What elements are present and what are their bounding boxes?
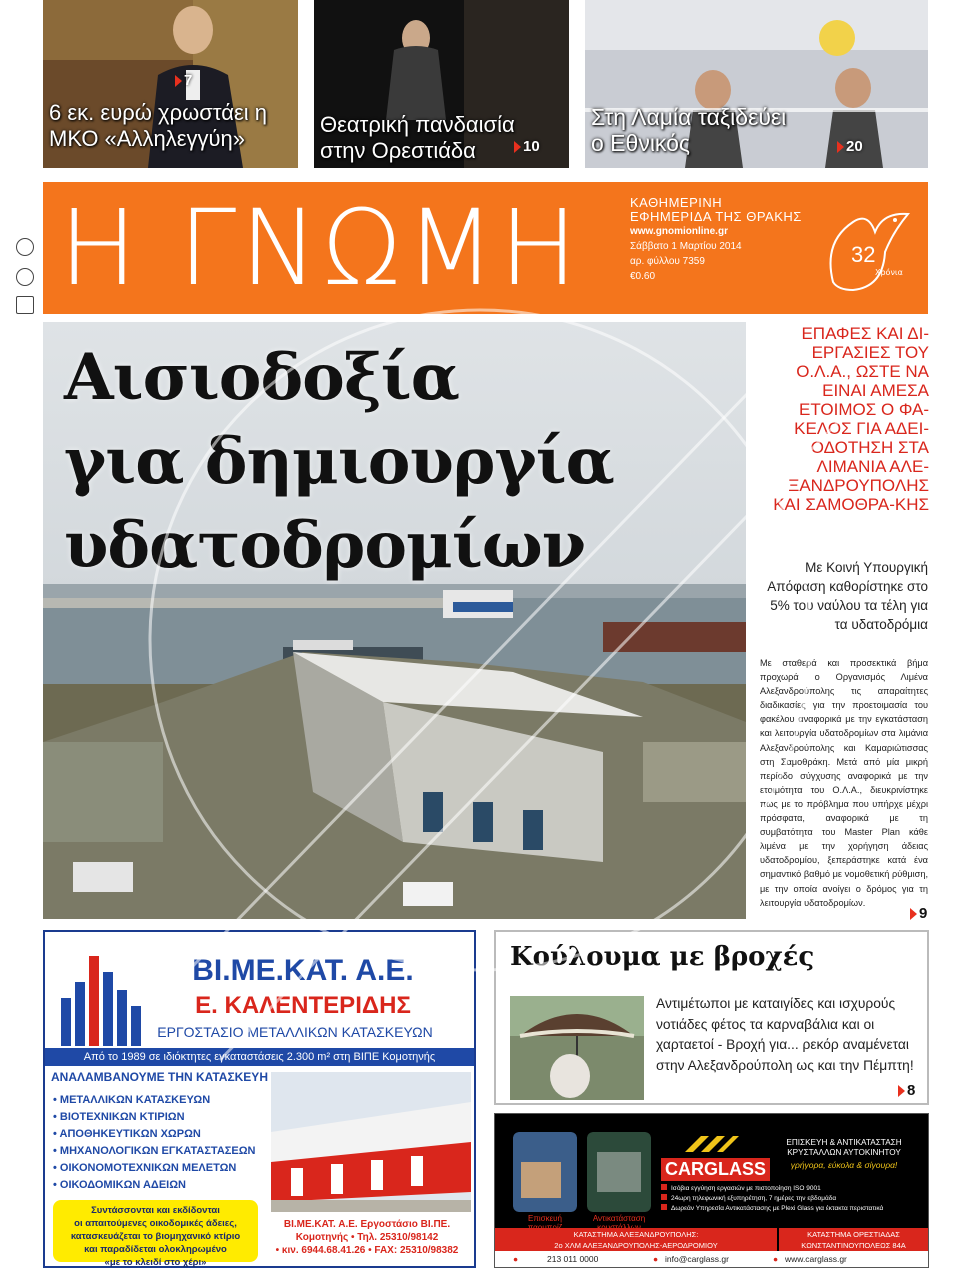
store-alexandroupoli: ΚΑΤΑΣΤΗΜΑ ΑΛΕΞΑΝΔΡΟΥΠΟΛΗΣ: 2ο ΧΛΜ ΑΛΕΞΑΝΔΡΟΥΠΟΛΗΣ-ΑΕΡΟΔΡΟΜΙΟΥ (495, 1228, 777, 1252)
carglass-swoosh-icon (681, 1132, 741, 1156)
lead-page-ref[interactable]: 9 (910, 905, 927, 922)
teaser-3-page: 20 (837, 138, 863, 155)
teaser-1-page: 7 (175, 72, 192, 89)
carglass-tagline: γρήγορα, εύκολα & σίγουρα! (790, 1160, 898, 1170)
story-koulouma[interactable] (494, 930, 929, 1105)
sideline-logo-icon (16, 238, 34, 256)
service-item: • ΟΙΚΟΔΟΜΙΚΩΝ ΑΔΕΙΩΝ (53, 1177, 255, 1194)
service-item: • ΜΕΤΑΛΛΙΚΩΝ ΚΑΤΑΣΚΕΥΩΝ (53, 1092, 255, 1109)
store-orestiada: ΚΑΤΑΣΤΗΜΑ ΟΡΕΣΤΙΑΔΑΣ ΚΩΝΣΤΑΝΤΙΝΟΥΠΟΛΕΩΣ 84Α (779, 1228, 928, 1252)
teaser-2-page: 10 (514, 138, 540, 155)
teaser-1[interactable] (43, 0, 298, 168)
carglass-web[interactable]: www.carglass.gr (785, 1254, 847, 1264)
newspaper-logo: Η ΓΝΩΜΗ (59, 187, 582, 309)
carglass-brand: CARGLASS (661, 1158, 770, 1181)
anniversary-label: Χρόνια (875, 268, 903, 277)
ad-bimekat-subtitle: ΕΡΓΟΣΤΑΣΙΟ ΜΕΤΑΛΛΙΚΩΝ ΚΑΤΑΣΚΕΥΩΝ (157, 1024, 433, 1040)
price: €0.60 (630, 271, 656, 282)
feature-item: 24ωρη τηλεφωνική εξυπηρέτηση, 7 ημέρες την εβδομάδα (661, 1194, 911, 1204)
masthead (43, 182, 928, 314)
glass-replacement-photo (587, 1132, 651, 1212)
ad-bimekat-owner: Ε. ΚΑΛΕΝΤΕΡΙΔΗΣ (195, 992, 411, 1019)
photo1-label: Επισκευή (528, 1214, 562, 1223)
story-koulouma-text: Αντιμέτωποι με καταιγίδες και ισχυρούς νοτιάδες φέτος τα καρναβάλια και οι χαρταετοί - Βροχή για... ρεκόρ αναμένεται στην Αλεξανδρούπολη ως και την Πέμπτη! (656, 996, 914, 1073)
feature-item: Ισόβια εγγύηση εργασιών με πιστοποίηση ISO 9001 (661, 1184, 911, 1194)
service-item: • ΒΙΟΤΕΧΝΙΚΩΝ ΚΤΙΡΙΩΝ (53, 1109, 255, 1126)
lead-dek: Με Κοινή Υπουργική Απόφαση καθορίστηκε στο 5% του ναύλου τα τέλη για τα υδατοδρόμια (767, 560, 928, 632)
carglass-features (661, 1184, 911, 1214)
feature-item: Δωρεάν Υπηρεσία Αντικατάστασης με Plexi Glass για έκτακτα περιστατικά (661, 1204, 911, 1214)
photo2-label: Αντικατάσταση (592, 1214, 646, 1223)
teaser-3[interactable] (585, 0, 928, 168)
factory-photo (271, 1072, 471, 1212)
badge-icon (16, 296, 34, 314)
issue-number: αρ. φύλλου 7359 (630, 256, 705, 267)
teaser-2[interactable] (314, 0, 569, 168)
seal-icon (16, 268, 34, 286)
teaser-2-caption: Θεατρική πανδαισία στην Ορεστιάδα (320, 112, 515, 163)
carglass-phone[interactable]: 213 011 0000 (547, 1254, 599, 1264)
story-koulouma-headline[interactable]: Κούλουμα με βροχές (510, 942, 815, 972)
masthead-info: ΚΑΘΗΜΕΡΙΝΗ ΕΦΗΜΕΡΙΔΑ ΤΗΣ ΘΡΑΚΗΣ www.gnomionline.gr Σάββατο 1 Μαρτίου 2014 αρ. φύλλου 7359 €0.60 (630, 195, 802, 282)
ad-carglass[interactable] (494, 1113, 929, 1268)
umbrella-photo (510, 996, 644, 1100)
ad-bimekat[interactable] (43, 930, 476, 1268)
story-koulouma-page-ref[interactable]: 8 (898, 1082, 915, 1099)
issue-date: Σάββατο 1 Μαρτίου 2014 (630, 241, 742, 252)
carglass-service: ΕΠΙΣΚΕΥΗ & ΑΝΤΙΚΑΤΑΣΤΑΣΗ ΚΡΥΣΤΑΛΛΩΝ ΑΥΤΟΚΙΝΗΤΟΥ (786, 1138, 902, 1157)
service-item: • ΑΠΟΘΗΚΕΥΤΙΚΩΝ ΧΩΡΩΝ (53, 1126, 255, 1143)
ad-bimekat-services (53, 1092, 255, 1194)
email-icon: ● (653, 1254, 659, 1264)
teaser-1-caption: 6 εκ. ευρώ χρωστάει η ΜΚΟ «Αλληλεγγύη» (49, 100, 267, 151)
teaser-3-caption: Στη Λαμία ταξιδεύει ο Εθνικός (591, 104, 787, 156)
windshield-repair-photo (513, 1132, 577, 1212)
anniversary-years: 32 (851, 242, 876, 267)
carglass-contact-bar (495, 1251, 928, 1267)
lead-headline[interactable]: Αισιοδοξία για δημιουργία υδατοδρομίων (64, 340, 614, 583)
phone-icon: ● (513, 1254, 519, 1264)
service-item: • ΜΗΧΑΝΟΛΟΓΙΚΩΝ ΕΓΚΑΤΑΣΤΑΣΕΩΝ (53, 1143, 255, 1160)
ad-bimekat-heading: ΑΝΑΛΑΜΒΑΝΟΥΜΕ ΤΗΝ ΚΑΤΑΣΚΕΥΗ (51, 1070, 268, 1084)
lead-body-text: Με σταθερά και προσεκτικά βήμα προχωρά ο Οργανισμός Λιμένα Αλεξανδρούπολης τις απαραίτητες διαδικασίες για την προετοιμασία του φακέλου αναφορικά με την εγκατάσταση και λειτουργία υδατοδρομίων στα λιμάνια Αλεξανδρούπολης και Καμαριώτισσας στη Σαμοθράκη. Μετά από μία μικρή περίοδο σύγχυσης αναφορικά με την ετοιμότητα του Ο.Λ.Α., διευκρινίστηκε πως με το πρόβλημα που υπήρχε μέχρι πρόσφατα, αναφορικά με τη συμβατότητα του Master Plan κάθε λιμένα με την χορήγηση άδειας υδατοδρομίου, ξεπεράστηκε κατά ένα σημαντικό βαθμό με νομοθετική ρύθμιση, με την οποία ανοίγει ο δρόμος για τη λειτουργία υδατοδρομίων. (760, 658, 928, 908)
service-item: • ΟΙΚΟΝΟΜΟΤΕΧΝΙΚΩΝ ΜΕΛΕΤΩΝ (53, 1160, 255, 1177)
ad-bimekat-title: ΒΙ.ΜΕ.ΚΑΤ. Α.Ε. (192, 954, 414, 987)
carglass-email[interactable]: info@carglass.gr (665, 1254, 729, 1264)
ad-bimekat-contact: ΒΙ.ΜΕ.ΚΑΤ. Α.Ε. Εργοστάσιο ΒΙ.ΠΕ. Κομοτηνής • Τηλ. 25310/98142 • κιν. 6944.68.41.26 • FAX: 25310/98382 (275, 1219, 459, 1256)
lead-kicker: ΕΠΑΦΕΣ ΚΑΙ ΔΙ-ΕΡΓΑΣΙΕΣ ΤΟΥ Ο.Λ.Α., ΩΣΤΕ ΝΑ ΕΙΝΑΙ ΑΜΕΣΑ ΕΤΟΙΜΟΣ Ο ΦΑ-ΚΕΛΟΣ ΓΙΑ ΑΔΕΙ-ΟΔΟΤΗΣΗ ΣΤΑ ΛΙΜΑΝΙΑ ΑΛΕ-ΞΑΝΔΡΟΥΠΟΛΗΣ ΚΑΙ ΣΑΜΟΘΡΑ-ΚΗΣ (773, 324, 929, 514)
website[interactable]: www.gnomionline.gr (630, 226, 728, 237)
ad-bimekat-promo: Συντάσσονται και εκδίδονται οι απαιτούμενες οικοδομικές άδειες, κατασκευάζεται το βιομηχανικό κτίριο και παραδίδεται ολοκληρωμένο «με το κλειδί στο χέρι» (53, 1200, 258, 1262)
ad-bimekat-since: Από το 1989 σε ιδιόκτητες εγκαταστάσεις 2.300 m² στη ΒΙΠΕ Κομοτηνής (45, 1048, 474, 1066)
web-icon: ● (773, 1254, 779, 1264)
